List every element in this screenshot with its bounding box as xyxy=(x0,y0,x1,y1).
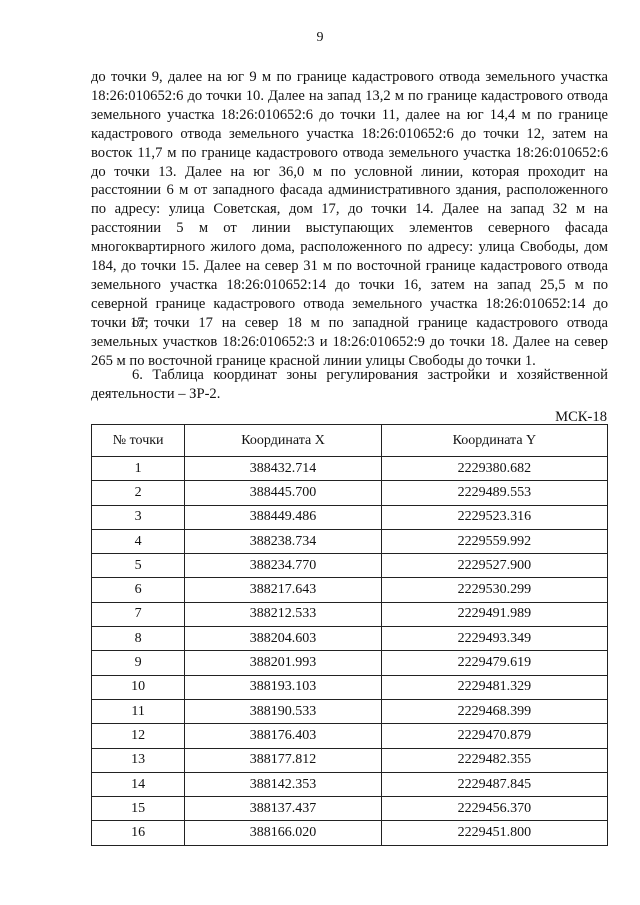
cell-coordinate-y: 2229470.879 xyxy=(381,724,607,748)
cell-coordinate-y: 2229489.553 xyxy=(381,481,607,505)
cell-point-number: 14 xyxy=(92,772,185,796)
table-row xyxy=(92,457,608,481)
cell-point-number: 3 xyxy=(92,505,185,529)
cell-coordinate-y: 2229493.349 xyxy=(381,627,607,651)
coordinates-table-body xyxy=(92,457,608,846)
cell-point-number: 8 xyxy=(92,627,185,651)
cell-coordinate-x: 388432.714 xyxy=(185,457,382,481)
cell-coordinate-x: 388137.437 xyxy=(185,797,382,821)
cell-point-number: 6 xyxy=(92,578,185,602)
cell-coordinate-x: 388217.643 xyxy=(185,578,382,602)
cell-coordinate-x: 388204.603 xyxy=(185,627,382,651)
header-coordinate-y: Координата Y xyxy=(381,425,607,457)
boundary-description-paragraph: до точки 9, далее на юг 9 м по границе кадастрового отвода земельного участка 18:26:010652:6 до точки 10. Далее на запад 13,2 м по границе кадастрового отвода земельного участка 18:26:010652:6 до точки 11, далее на юг 14,4 м по границе кадастрового отвода земельного участка 18:26:010652:6 до точки 12, затем на восток 11,7 м по границе кадастрового отвода земельного участка 18:26:010652:6 до точки 13. Далее на юг 36,0 м по условной линии, которая проходит на расстоянии 6 м от западного фасада административного здания, расположенного по адресу: улица Советская, дом 17, до точки 14. Далее на запад 32 м на расстоянии 5 м от линии выступающих элементов северного фасада многоквартирного жилого дома, расположенного по адресу: улица Свободы, дом 184, до точки 15. Далее на север 31 м по восточной границе кадастрового отвода земельного участка 18:26:010652:14 до точки 16, затем на запад 25,5 м по северной границе кадастрового отвода земельного участка 18:26:010652:14 до точки 17; xyxy=(91,69,608,331)
cell-coordinate-x: 388238.734 xyxy=(185,529,382,553)
boundary-continuation-paragraph: от точки 17 на север 18 м по западной границе кадастрового отвода земельных участков 18:26:010652:3 и 18:26:010652:9 до точки 18. Далее на север 265 м по восточной границе красной линии улицы Свободы до точки 1. xyxy=(91,315,608,369)
table-row xyxy=(92,481,608,505)
table-row xyxy=(92,627,608,651)
cell-point-number: 4 xyxy=(92,529,185,553)
cell-point-number: 11 xyxy=(92,699,185,723)
cell-coordinate-y: 2229527.900 xyxy=(381,554,607,578)
header-coordinate-x: Координата X xyxy=(185,425,382,457)
cell-coordinate-y: 2229559.992 xyxy=(381,529,607,553)
cell-coordinate-x: 388193.103 xyxy=(185,675,382,699)
cell-coordinate-y: 2229468.399 xyxy=(381,699,607,723)
table-row xyxy=(92,554,608,578)
coordinates-table xyxy=(91,424,608,846)
table-row xyxy=(92,748,608,772)
cell-coordinate-x: 388166.020 xyxy=(185,821,382,845)
cell-coordinate-x: 388176.403 xyxy=(185,724,382,748)
table-row xyxy=(92,602,608,626)
cell-point-number: 15 xyxy=(92,797,185,821)
cell-coordinate-x: 388142.353 xyxy=(185,772,382,796)
cell-point-number: 13 xyxy=(92,748,185,772)
table-row xyxy=(92,772,608,796)
cell-point-number: 16 xyxy=(92,821,185,845)
cell-point-number: 12 xyxy=(92,724,185,748)
cell-coordinate-x: 388445.700 xyxy=(185,481,382,505)
table-row xyxy=(92,578,608,602)
cell-point-number: 10 xyxy=(92,675,185,699)
table-row xyxy=(92,505,608,529)
cell-coordinate-y: 2229487.845 xyxy=(381,772,607,796)
cell-coordinate-x: 388201.993 xyxy=(185,651,382,675)
cell-point-number: 7 xyxy=(92,602,185,626)
cell-coordinate-y: 2229482.355 xyxy=(381,748,607,772)
cell-coordinate-y: 2229380.682 xyxy=(381,457,607,481)
page-number: 9 xyxy=(316,30,324,45)
cell-coordinate-y: 2229530.299 xyxy=(381,578,607,602)
table-row xyxy=(92,699,608,723)
cell-coordinate-x: 388190.533 xyxy=(185,699,382,723)
table-row xyxy=(92,651,608,675)
cell-coordinate-y: 2229481.329 xyxy=(381,675,607,699)
table-row xyxy=(92,529,608,553)
cell-coordinate-x: 388177.812 xyxy=(185,748,382,772)
cell-coordinate-y: 2229451.800 xyxy=(381,821,607,845)
coordinate-system-label: МСК-18 xyxy=(555,409,607,425)
cell-coordinate-x: 388234.770 xyxy=(185,554,382,578)
table-row xyxy=(92,675,608,699)
table-row xyxy=(92,797,608,821)
cell-point-number: 1 xyxy=(92,457,185,481)
cell-point-number: 9 xyxy=(92,651,185,675)
cell-coordinate-x: 388449.486 xyxy=(185,505,382,529)
table-caption-paragraph: 6. Таблица координат зоны регулирования застройки и хозяйственной деятельности – ЗР-2. xyxy=(91,367,608,402)
cell-coordinate-x: 388212.533 xyxy=(185,602,382,626)
cell-point-number: 5 xyxy=(92,554,185,578)
cell-coordinate-y: 2229491.989 xyxy=(381,602,607,626)
cell-coordinate-y: 2229523.316 xyxy=(381,505,607,529)
table-header-row xyxy=(92,425,608,457)
table-row xyxy=(92,724,608,748)
header-point-number: № точки xyxy=(92,425,185,457)
cell-point-number: 2 xyxy=(92,481,185,505)
cell-coordinate-y: 2229479.619 xyxy=(381,651,607,675)
table-row xyxy=(92,821,608,845)
cell-coordinate-y: 2229456.370 xyxy=(381,797,607,821)
